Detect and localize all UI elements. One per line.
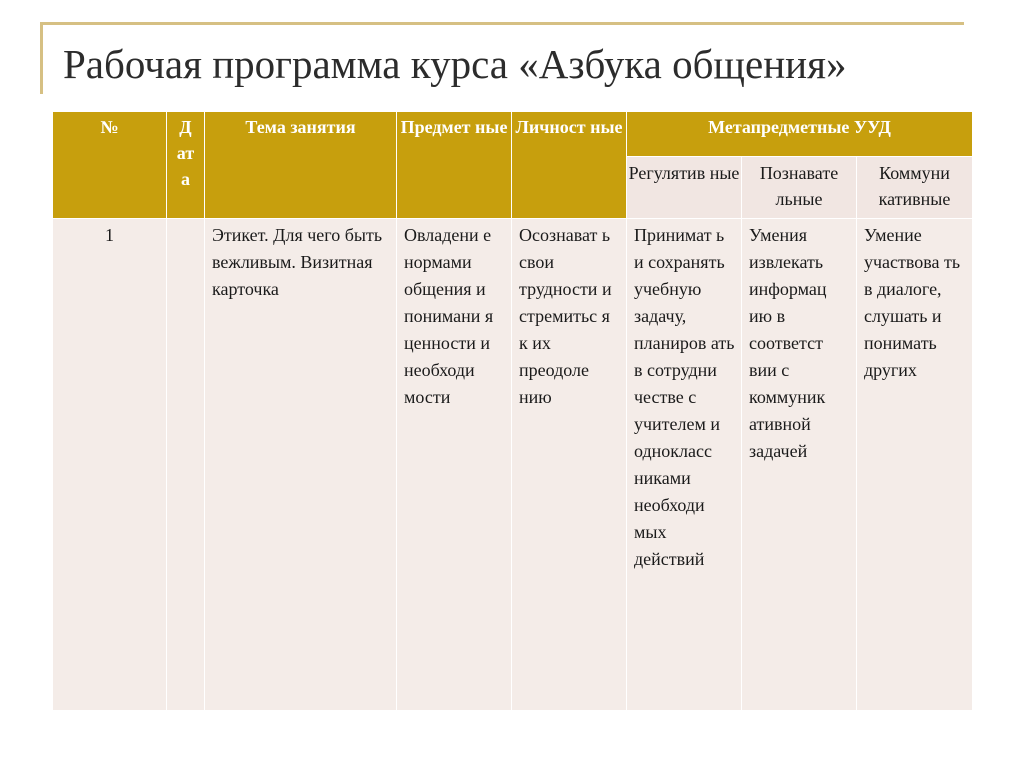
title-accent-line-horizontal	[40, 22, 964, 25]
header-communicative: Коммуни кативные	[857, 157, 973, 219]
cell-topic: Этикет. Для чего быть вежливым. Визитная карточка	[205, 219, 397, 711]
cell-number: 1	[53, 219, 167, 711]
header-number: №	[53, 112, 167, 219]
cell-communicative: Умение участвова ть в диалоге, слушать и понимать других	[857, 219, 973, 711]
slide-title: Рабочая программа курса «Азбука общения»	[63, 41, 847, 87]
header-cognitive: Познавате льные	[742, 157, 857, 219]
header-meta: Метапредметные УУД	[627, 112, 973, 157]
header-date: Д ат а	[167, 112, 205, 219]
cell-date	[167, 219, 205, 711]
title-accent-line-vertical	[40, 22, 43, 94]
cell-regulative: Принимат ь и сохранять учебную задачу, планиров ать в сотрудни честве с учителем и однокласс никами необходи мых действий	[627, 219, 742, 711]
course-program-table	[52, 111, 973, 711]
header-row-1	[53, 112, 973, 157]
cell-personal: Осознават ь свои трудности и стремитьс я к их преодоле нию	[512, 219, 627, 711]
cell-subject: Овладени е нормами общения и понимани я ценности и необходи мости	[397, 219, 512, 711]
table-row	[53, 219, 973, 711]
header-topic: Тема занятия	[205, 112, 397, 219]
cell-cognitive: Умения извлекать информац ию в соответст вии с коммуник ативной задачей	[742, 219, 857, 711]
header-personal: Личност ные	[512, 112, 627, 219]
header-regulative: Регулятив ные	[627, 157, 742, 219]
header-subject: Предмет ные	[397, 112, 512, 219]
